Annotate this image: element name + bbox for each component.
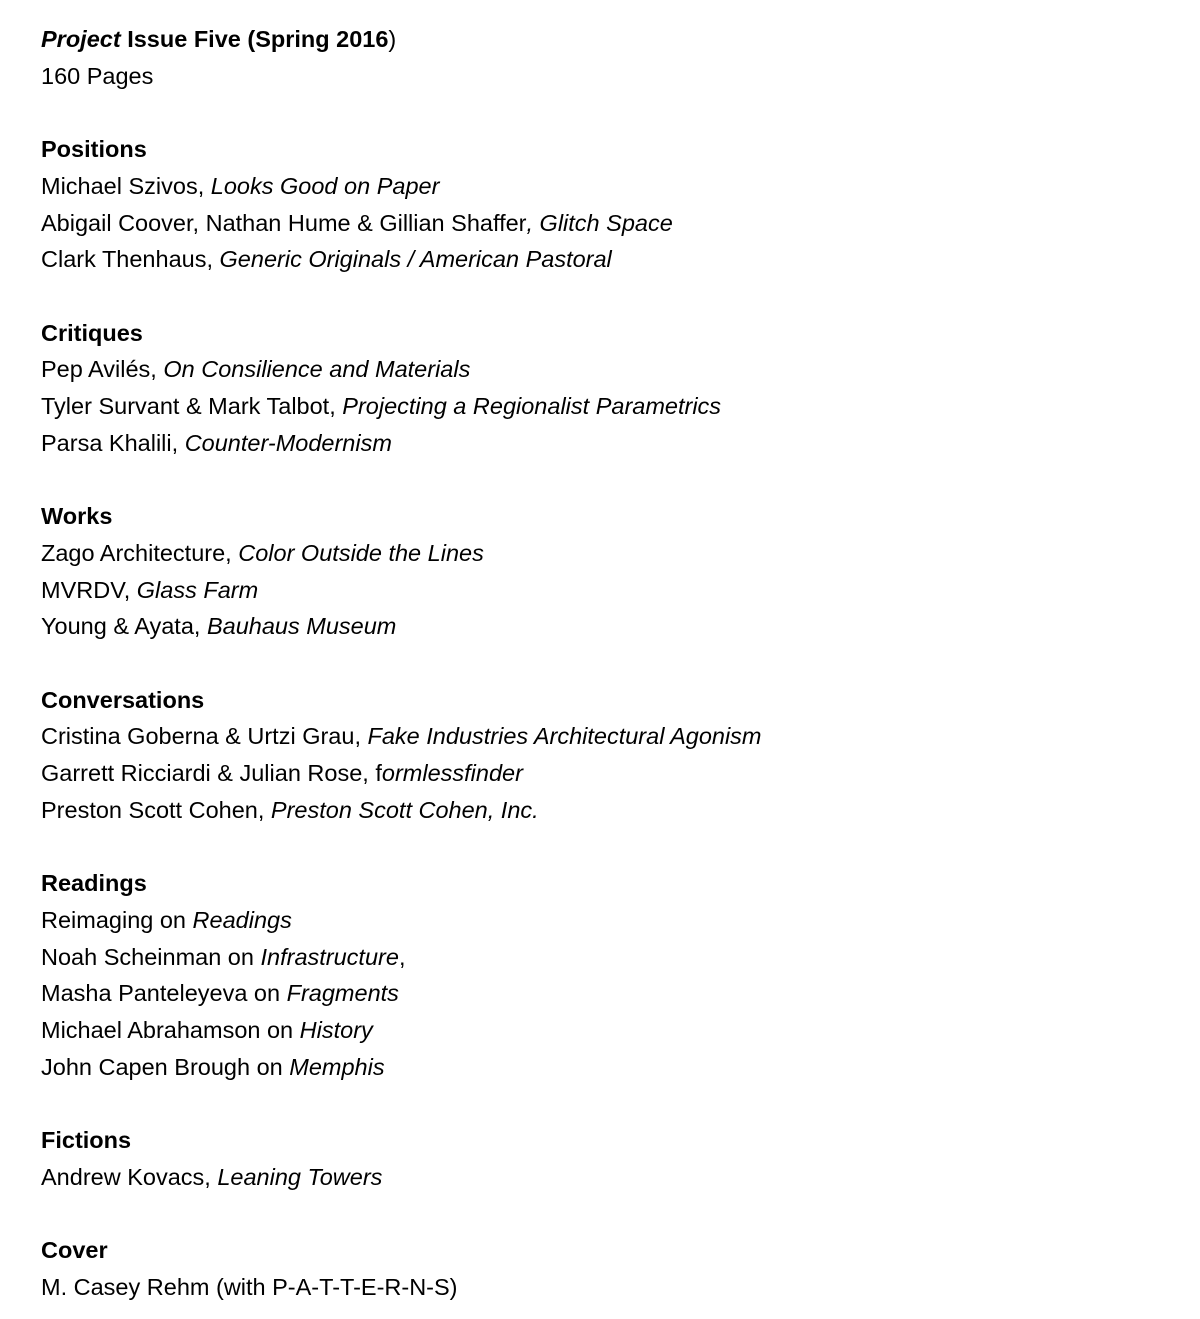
contributor: MVRDV, (41, 576, 137, 603)
list-item (41, 1049, 762, 1086)
contributor: Zago Architecture, (41, 539, 239, 566)
list-item (41, 168, 762, 205)
section-critiques (41, 315, 762, 462)
list-item (41, 939, 762, 976)
work-title: Counter-Modernism (184, 429, 392, 456)
contributor: Cristina Goberna & Urtzi Grau, (41, 723, 368, 750)
contributor: M. Casey Rehm (with P-A-T-T-E-R-N-S) (41, 1273, 458, 1300)
work-title: On Consilience and Materials (163, 356, 471, 383)
work-title: Projecting a Regionalist Parametrics (342, 393, 722, 419)
list-item (41, 792, 762, 829)
work-title: Memphis (289, 1053, 385, 1080)
work-title: Leaning Towers (217, 1163, 383, 1190)
section-cover (41, 1232, 762, 1305)
list-item (41, 1269, 762, 1306)
contributor: Pep Avilés, (41, 356, 164, 383)
section-heading: Cover (41, 1237, 108, 1264)
work-title: Readings (192, 906, 292, 933)
list-item (41, 975, 762, 1012)
punctuation: , (398, 943, 406, 970)
section-heading: Readings (41, 870, 147, 897)
contributor: John Capen Brough on (41, 1053, 290, 1080)
contributor: Young & Ayata, (41, 613, 207, 640)
list-item (41, 1159, 762, 1196)
section-heading: Fictions (41, 1127, 132, 1153)
list-item (41, 351, 762, 388)
section-works (41, 498, 762, 645)
issue-label: Issue Five (Spring 2016 (120, 26, 389, 52)
section-readings (41, 865, 762, 1085)
section-fictions (41, 1122, 762, 1195)
work-title: ormlessfinder (381, 760, 523, 786)
publication-name: Project (41, 26, 121, 52)
page-count: 160 Pages (41, 62, 154, 89)
list-item (41, 205, 762, 242)
list-item (41, 572, 762, 609)
contributor: Noah Scheinman on (41, 943, 261, 970)
list-item (41, 425, 762, 462)
work-title: Generic Originals / American Pastoral (219, 246, 612, 273)
list-item (41, 535, 762, 572)
contributor: Parsa Khalili, (41, 429, 185, 456)
contributor: Abigail Coover, Nathan Hume & Gillian Shaffer (41, 209, 527, 236)
work-title: History (299, 1016, 373, 1043)
section-conversations (41, 682, 762, 829)
contributor: Andrew Kovacs, (41, 1163, 218, 1190)
section-heading: Works (41, 503, 113, 530)
contributor: Reimaging on (41, 906, 193, 933)
contributor: Michael Abrahamson on (41, 1016, 300, 1043)
work-title: Color Outside the Lines (238, 539, 484, 566)
work-title: , Glitch Space (526, 209, 673, 236)
work-title: Glass Farm (136, 576, 259, 603)
contributor: Preston Scott Cohen, (41, 796, 271, 823)
work-title: Looks Good on Paper (210, 172, 440, 199)
contributor: Garrett Ricciardi & Julian Rose, f (41, 760, 382, 786)
list-item (41, 718, 762, 755)
list-item (41, 755, 762, 792)
contributor: Tyler Survant & Mark Talbot, (41, 393, 343, 419)
section-heading: Positions (41, 136, 147, 163)
list-item (41, 388, 762, 425)
list-item (41, 241, 762, 278)
contributor: Clark Thenhaus, (41, 246, 220, 273)
work-title: Bauhaus Museum (206, 613, 397, 640)
work-title: Fake Industries Architectural Agonism (367, 723, 762, 750)
list-item (41, 1012, 762, 1049)
issue-contents (41, 21, 762, 1306)
list-item (41, 608, 762, 645)
contributor: Michael Szivos, (41, 172, 211, 199)
contributor: Masha Panteleyeva on (41, 980, 287, 1007)
title-close-paren: ) (388, 26, 397, 52)
section-positions (41, 131, 762, 278)
work-title: Infrastructure (260, 943, 399, 970)
list-item (41, 902, 762, 939)
section-heading: Conversations (41, 686, 205, 713)
work-title: Preston Scott Cohen, Inc. (270, 796, 539, 823)
section-heading: Critiques (41, 319, 143, 346)
issue-title (41, 21, 762, 58)
work-title: Fragments (286, 980, 399, 1007)
sections (41, 131, 762, 1305)
